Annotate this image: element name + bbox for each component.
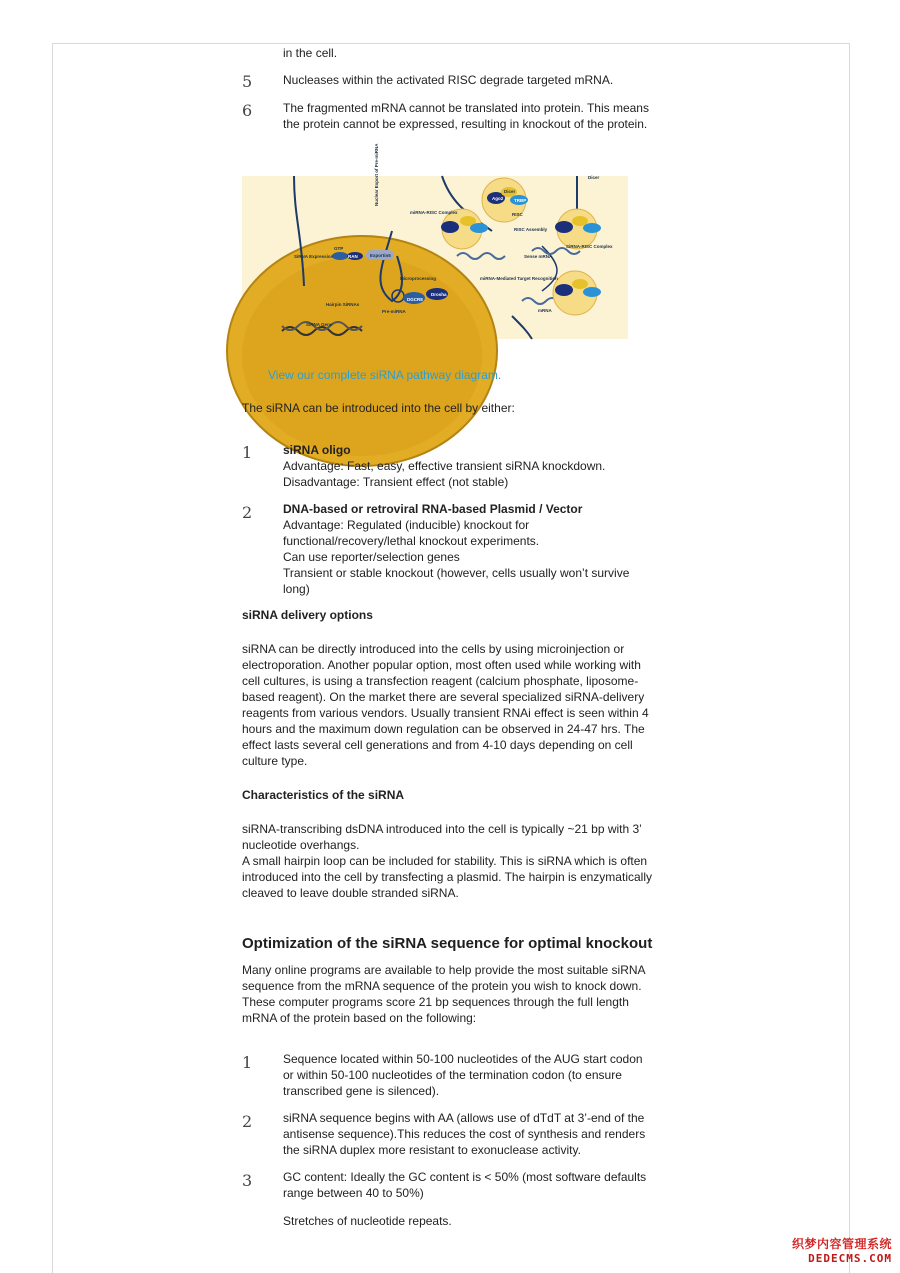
criteria-number: 2 xyxy=(242,1112,253,1131)
criteria-number: 3 xyxy=(242,1171,253,1190)
characteristics-line: A small hairpin loop can be included for stability. This is siRNA which is often introduced into the cell by transfecting a plasmid. The hairpin is enzymatically cleaved to leave double stranded siRNA. xyxy=(242,854,652,900)
top-fragment-text: in the cell. xyxy=(283,46,338,60)
criteria-text: Sequence located within 50-100 nucleotides of the AUG start codon or within 50-100 nucleotides of the termination codon (to ensure transcribed gene is silenced). xyxy=(283,1052,643,1098)
label-ran: RAN xyxy=(348,254,358,259)
method-item xyxy=(283,442,655,490)
label-ago2: Ago2 xyxy=(492,196,504,201)
method-line: Transient or stable knockout (however, cells usually won’t survive long) xyxy=(283,566,630,596)
intro-text: The siRNA can be introduced into the cell by either: xyxy=(242,401,515,415)
label-dicer: Dicer xyxy=(504,189,516,194)
criteria-text: siRNA sequence begins with AA (allows use of dTdT at 3’-end of the antisense sequence).This reduces the cost of synthesis and renders the siRNA duplex more resistant to exonuclease activity. xyxy=(283,1111,646,1157)
characteristics-line: siRNA-transcribing dsDNA introduced into the cell is typically ~21 bp with 3’ nucleotide overhangs. xyxy=(242,822,642,852)
label-sense-mrna: Sense mRNA xyxy=(524,254,553,259)
label-mrna: mRNA xyxy=(538,308,552,313)
label-hairpin: Hairpin SiRNAs xyxy=(326,302,360,307)
characteristics-heading: Characteristics of the siRNA xyxy=(242,788,405,802)
method-title: siRNA oligo xyxy=(283,443,351,457)
method-line: Disadvantage: Transient effect (not stable) xyxy=(283,475,509,489)
label-drosha: Drosha xyxy=(431,292,447,297)
delivery-paragraph: siRNA can be directly introduced into the cells by using microinjection or electroporation. Another popular option, most often used while working with cell cultures, is using a transfection reagent (calcium phosphate, liposome-based reagent). On the market there are several specialized siRNA-delivery reagents from various vendors. Usually transient RNAi effect is seen within 4 hours and the maximum down regulation can be observed in 24-47 hrs. The effect lasts several cell generations and from 4-10 days depending on cell culture type. xyxy=(242,642,649,768)
method-line: Advantage: Fast, easy, effective transient siRNA knockdown. xyxy=(283,459,606,473)
sirna-pathway-diagram xyxy=(242,143,628,339)
label-trbp: TRBP xyxy=(514,198,527,203)
optimization-paragraph: Many online programs are available to help provide the most suitable siRNA sequence from the mRNA sequence of the protein you wish to knock down. These computer programs score 21 bp sequences through the full length mRNA of the protein based on the following: xyxy=(242,963,645,1025)
criteria-text: GC content: Ideally the GC content is < 50% (most software defaults range between 40 to 50%) xyxy=(283,1170,647,1200)
step-number: 6 xyxy=(242,101,253,120)
characteristics-paragraph xyxy=(242,821,654,901)
watermark-line2: DEDECMS.COM xyxy=(808,1252,892,1265)
label-mirna-target: miRNA-Mediated Target Recognition xyxy=(480,276,558,281)
watermark-line1: 织梦内容管理系统 xyxy=(791,1237,892,1251)
label-gtp: GTP xyxy=(334,246,344,251)
optimization-heading: Optimization of the siRNA sequence for optimal knockout xyxy=(242,935,653,952)
label-risc: RISC xyxy=(512,212,523,217)
label-exportin5: Exportin5 xyxy=(370,253,391,258)
label-risc-assembly: RISC Assembly xyxy=(514,227,548,232)
label-dgcr8: DGCR8 xyxy=(407,297,423,302)
step-text: The fragmented mRNA cannot be translated into protein. This means the protein cannot be expressed, resulting in knockout of the protein. xyxy=(283,101,649,131)
step-text: Nucleases within the activated RISC degrade targeted mRNA. xyxy=(283,73,614,87)
criteria-number: 1 xyxy=(242,1053,253,1072)
watermark xyxy=(792,1235,892,1265)
label-sirna-risc: SiRNA-RISC Complex xyxy=(566,244,613,249)
pathway-diagram-link[interactable]: View our complete siRNA pathway diagram. xyxy=(268,368,502,382)
method-number: 1 xyxy=(242,443,253,462)
step-number: 5 xyxy=(242,72,253,91)
label-nuclear-export: Nuclear Export of Pre-miRNA xyxy=(374,143,379,206)
label-pre-mirna: Pre-miRNA xyxy=(382,309,406,314)
label-mirna-risc: miRNA-RISC Complex xyxy=(410,210,458,215)
label-microprocessing: Microprocessing xyxy=(400,276,437,281)
criteria-extra-text: Stretches of nucleotide repeats. xyxy=(283,1214,452,1228)
method-line: Advantage: Regulated (inducible) knockout for functional/recovery/lethal knockout experiments. xyxy=(283,518,540,548)
method-line: Can use reporter/selection genes xyxy=(283,550,460,564)
method-title: DNA-based or retroviral RNA-based Plasmid / Vector xyxy=(283,502,583,516)
delivery-heading: siRNA delivery options xyxy=(242,608,373,622)
label-sirna-expression: SiRNA Expression xyxy=(294,254,334,259)
label-sirna-gene: SiRNA Gene xyxy=(306,322,333,327)
method-number: 2 xyxy=(242,503,253,522)
label-dicer-top: Dicer xyxy=(588,175,600,180)
method-item xyxy=(283,501,639,597)
